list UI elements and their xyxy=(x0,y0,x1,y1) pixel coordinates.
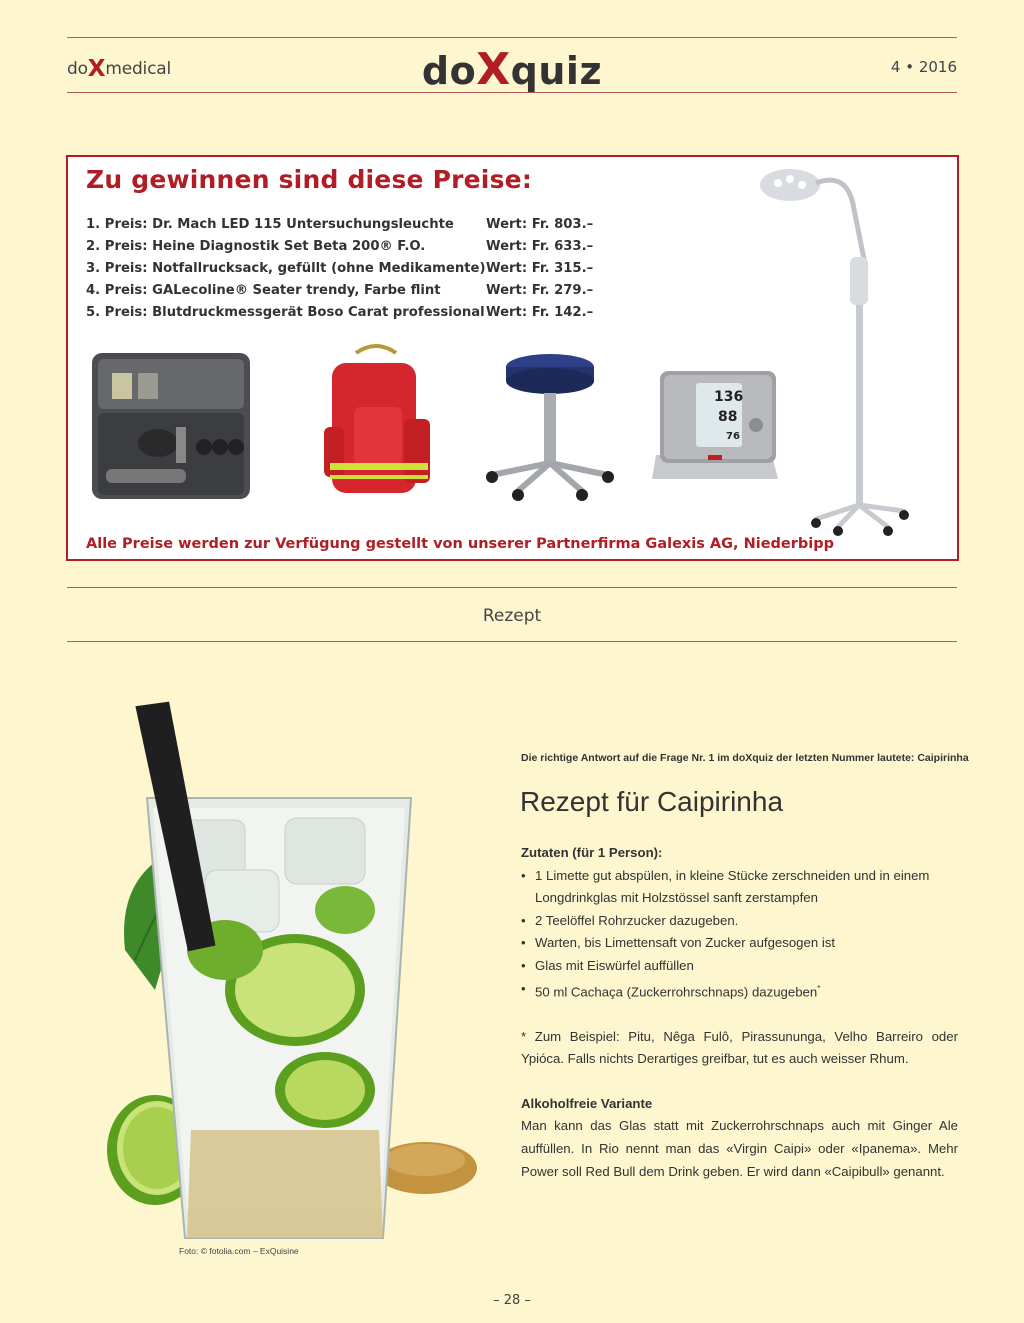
recipe-body xyxy=(521,842,958,1183)
alt-variant-heading: Alkoholfreie Variante xyxy=(521,1095,653,1111)
list-item: • Warten, bis Limettensaft von Zucker aufgesogen ist xyxy=(521,932,958,955)
top-rule xyxy=(67,37,957,38)
bp-reading-sys: 136 xyxy=(714,389,744,405)
prize-illustrations xyxy=(68,157,957,559)
caipirinha-photo xyxy=(95,690,485,1250)
header-rule xyxy=(67,92,957,93)
list-item: • Glas mit Eiswürfel auffüllen xyxy=(521,955,958,978)
ingredients-heading: Zutaten (für 1 Person): xyxy=(521,845,663,860)
alt-variant-text: Man kann das Glas statt mit Zuckerrohrschnaps auch mit Ginger Ale auffüllen. In Rio nennt man das «Virgin Caipi» oder «Ipanema». Mehr Power soll Red Bull dem Drink geben. Er wird dann «Caipibull» genannt. xyxy=(521,1118,958,1179)
page-number: – 28 – xyxy=(493,1293,531,1308)
prize-footer: Alle Preise werden zur Verfügung gestellt von unserer Partnerfirma Galexis AG, Niederbipp xyxy=(86,536,835,552)
list-item: • 2 Teelöffel Rohrzucker dazugeben. xyxy=(521,910,958,933)
diagnostic-set-image xyxy=(92,353,250,499)
prize-item: 2. Preis: Heine Diagnostik Set Beta 200® F.O. Wert: Fr. 633.– xyxy=(86,239,594,254)
section-label: Rezept xyxy=(482,606,542,626)
prize-title: Zu gewinnen sind diese Preise: xyxy=(86,165,533,194)
bp-reading-dia: 88 xyxy=(718,409,738,425)
list-item: • 1 Limette gut abspülen, in kleine Stücke zerschneiden und in einem Longdrinkglas mit Holzstössel sanft zerstampfen xyxy=(521,865,958,910)
footnote: * Zum Beispiel: Pitu, Nêga Fulô, Pirassununga, Velho Barreiro oder Ypióca. Falls nichts Derartiges greifbar, tut es auch weisser Rhum. xyxy=(521,1028,958,1067)
list-item: • 50 ml Cachaça (Zuckerrohrschnaps) dazugeben* xyxy=(521,978,958,1004)
section-rule-bottom xyxy=(67,641,957,642)
recipe-steps xyxy=(521,865,958,1004)
prize-item: 1. Preis: Dr. Mach LED 115 Untersuchungsleuchte Wert: Fr. 803.– xyxy=(86,217,594,232)
doxquiz-masthead: doXquiz xyxy=(421,44,603,95)
prize-item: 5. Preis: Blutdruckmessgerät Boso Carat professional Wert: Fr. 142.– xyxy=(86,305,594,320)
recipe-title: Rezept für Caipirinha xyxy=(520,786,784,817)
bp-reading-pulse: 76 xyxy=(726,431,740,442)
examination-lamp-image xyxy=(760,169,909,536)
stool-image xyxy=(486,354,614,501)
photo-credit: Foto: © fotolia.com – ExQuisine xyxy=(179,1246,299,1256)
issue-number: 4 • 2016 xyxy=(890,58,957,76)
prize-item: 3. Preis: Notfallrucksack, gefüllt (ohne Medikamente) Wert: Fr. 315.– xyxy=(86,261,594,276)
quiz-answer: Die richtige Antwort auf die Frage Nr. 1 im doXquiz der letzten Nummer lautete: Caipirinha xyxy=(521,752,969,764)
prize-box xyxy=(66,155,959,561)
emergency-backpack-image xyxy=(324,346,430,493)
section-rule-top xyxy=(67,587,957,588)
doxmedical-logo: doXmedical xyxy=(67,56,171,82)
blood-pressure-monitor-image xyxy=(652,371,778,479)
prize-item: 4. Preis: GALecoline® Seater trendy, Farbe flint Wert: Fr. 279.– xyxy=(86,283,594,298)
